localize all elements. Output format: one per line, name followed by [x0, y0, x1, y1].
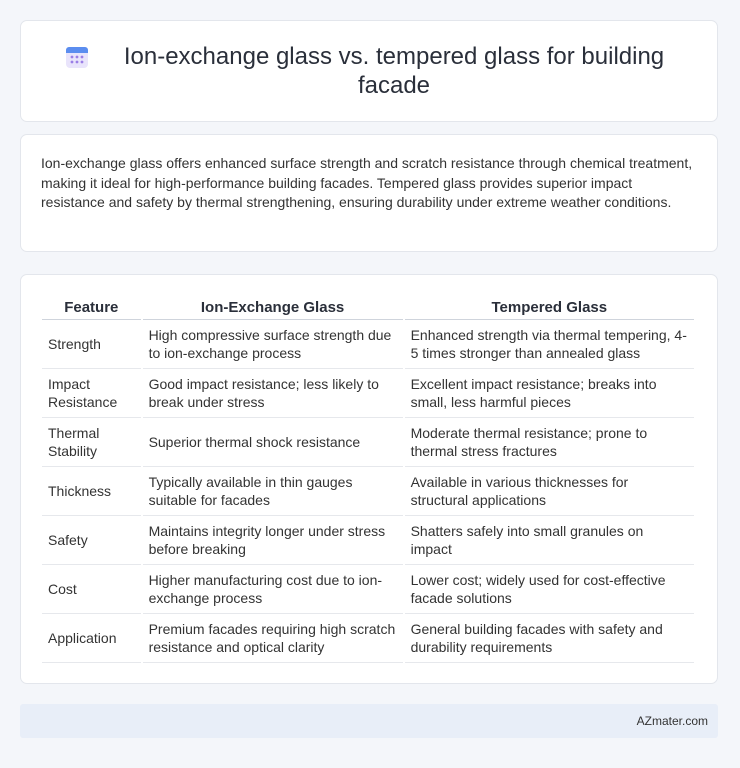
header-feature: Feature	[42, 295, 141, 320]
ion-exchange-cell: Superior thermal shock resistance	[143, 418, 403, 467]
summary-card	[20, 134, 718, 252]
tempered-cell: Enhanced strength via thermal tempering, 4-5 times stronger than annealed glass	[405, 320, 694, 369]
ion-exchange-cell: Good impact resistance; less likely to break under stress	[143, 369, 403, 418]
ion-exchange-cell: Typically available in thin gauges suitable for facades	[143, 467, 403, 516]
table-header-row	[42, 295, 694, 320]
summary-text: Ion-exchange glass offers enhanced surface strength and scratch resistance through chemical treatment, making it ideal for high-performance building facades. Tempered glass provides superior impact resistance and safety by thermal strengthening, ensuring durability under extreme weather conditions.	[41, 155, 693, 210]
feature-cell: Strength	[42, 320, 141, 369]
title-wrap	[59, 42, 679, 100]
page-title: Ion-exchange glass vs. tempered glass for building facade	[123, 43, 665, 99]
table-row	[42, 565, 694, 614]
tempered-cell: Shatters safely into small granules on impact	[405, 516, 694, 565]
table-row	[42, 369, 694, 418]
tempered-cell: Moderate thermal resistance; prone to thermal stress fractures	[405, 418, 694, 467]
table-row	[42, 418, 694, 467]
calendar-icon	[64, 44, 90, 70]
header-tempered: Tempered Glass	[405, 295, 694, 320]
header-ion-exchange: Ion-Exchange Glass	[143, 295, 403, 320]
table-card	[20, 274, 718, 684]
comparison-table	[40, 295, 696, 663]
feature-cell: Thermal Stability	[42, 418, 141, 467]
feature-cell: Cost	[42, 565, 141, 614]
ion-exchange-cell: Maintains integrity longer under stress before breaking	[143, 516, 403, 565]
footer	[20, 704, 718, 738]
ion-exchange-cell: High compressive surface strength due to ion-exchange process	[143, 320, 403, 369]
ion-exchange-cell: Higher manufacturing cost due to ion-exchange process	[143, 565, 403, 614]
table-row	[42, 467, 694, 516]
tempered-cell: General building facades with safety and durability requirements	[405, 614, 694, 663]
tempered-cell: Excellent impact resistance; breaks into small, less harmful pieces	[405, 369, 694, 418]
feature-cell: Impact Resistance	[42, 369, 141, 418]
table-row	[42, 320, 694, 369]
tempered-cell: Available in various thicknesses for structural applications	[405, 467, 694, 516]
feature-cell: Safety	[42, 516, 141, 565]
ion-exchange-cell: Premium facades requiring high scratch resistance and optical clarity	[143, 614, 403, 663]
tempered-cell: Lower cost; widely used for cost-effective facade solutions	[405, 565, 694, 614]
title-card	[20, 20, 718, 122]
table-row	[42, 614, 694, 663]
feature-cell: Application	[42, 614, 141, 663]
table-row	[42, 516, 694, 565]
footer-site-link[interactable]: AZmater.com	[636, 714, 708, 728]
feature-cell: Thickness	[42, 467, 141, 516]
